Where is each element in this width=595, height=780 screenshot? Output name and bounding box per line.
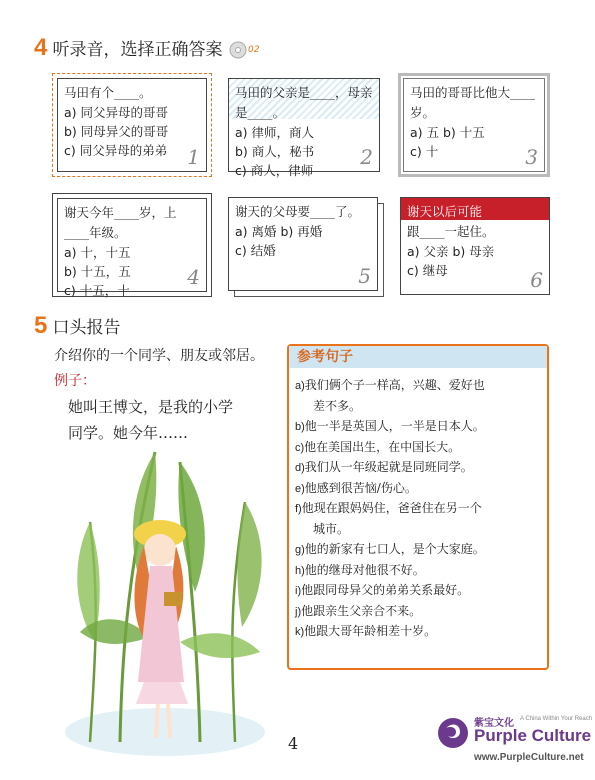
purple-culture-logo-icon [436,716,470,750]
reference-item [289,540,547,561]
question-1-option-c: c) 同父异母的弟弟 [64,143,168,158]
reference-item-text: 城市。 [313,521,350,536]
question-5-option-ab: a) 离婚 b) 再婚 [235,224,323,239]
question-2-box [228,78,380,178]
question-5-stem: 谢天的父母要____了。 [235,204,361,219]
question-2-number: 2 [360,145,373,169]
question-5-option-c: c) 结婚 [235,243,276,258]
reference-item-text: 我们从一年级起就是同班同学。 [304,460,473,474]
reference-item-text: 差不多。 [313,398,362,413]
reference-item-key: i) [295,585,302,597]
example-text-line-1: 她叫王博文，是我的小学 [68,398,234,416]
reference-item [289,499,547,520]
question-3-option-ab: a) 五 b) 十五 [410,125,485,140]
reference-item-key: c) [295,441,305,454]
example-label: 例子： [54,373,96,389]
question-1-box [57,78,207,172]
question-6-box [400,197,550,295]
section-4-number: 4 [34,34,48,61]
question-3-stem: 马田的哥哥比他大____岁。 [410,85,536,120]
question-5-number: 5 [358,264,371,288]
question-4-box [57,198,207,298]
reference-item-text: 他的继母对他很不好。 [304,562,425,577]
reference-item [289,561,547,582]
question-2-option-a: a) 律师，商人 [235,125,315,140]
reference-item-key: k) [295,626,305,638]
reference-item-text: 他跟同母异父的弟弟关系最好。 [301,583,470,597]
question-2-stem: 马田的父亲是____，母亲是____。 [235,85,373,120]
watermark-brand-en: Purple Culture [474,726,592,745]
question-2-option-b: b) 商人，秘书 [235,144,315,159]
reference-item [289,622,547,643]
reference-item-key: d) [295,462,305,474]
reference-item-text: 他一半是英国人，一半是日本人。 [304,419,485,433]
reference-item-key: j) [295,605,302,618]
question-4-option-a: a) 十，十五 [64,245,131,260]
question-1-number: 1 [187,145,200,169]
reference-item-key: a) [295,380,305,392]
watermark-url: www.PurpleCulture.net [474,752,584,763]
section-5-title: 口头报告 [52,318,121,338]
question-4-option-c: c) 十五，十 [64,283,130,298]
reference-sentences-box [287,344,549,670]
question-1-option-b: b) 同母异父的哥哥 [64,124,169,139]
girl-illustration-icon [60,442,280,762]
reference-item-key: e) [295,482,305,495]
reference-item-text: 他的新家有七口人，是个大家庭。 [304,542,485,556]
reference-item [289,520,547,541]
question-6-option-c: c) 继母 [407,263,448,278]
section-4-title: 听录音，选择正确答案 [52,40,223,60]
reference-item [289,397,547,418]
question-1-stem: 马田有个____。 [64,85,152,100]
reference-item [289,458,547,479]
reference-item-text: 他在美国出生，在中国长大。 [304,439,461,454]
question-6-option-ab: a) 父亲 b) 母亲 [407,244,495,259]
section-5-instruction: 介绍你的一个同学、朋友或邻居。 [54,348,264,364]
page-number: 4 [288,734,299,753]
section-5-number: 5 [34,312,48,339]
illustration-girl-leaves [60,442,280,762]
reference-item-key: h) [295,564,305,577]
reference-list [289,368,547,643]
example-text-line-2: 同学。她今年…… [68,424,189,442]
reference-item [289,479,547,500]
watermark-brand-cn: 紫宝文化 [474,718,514,729]
question-3-box [403,78,545,172]
question-6-stem [401,198,549,242]
question-3-number: 3 [525,145,538,169]
question-6-stem-text: 谢天以后可能 跟____一起住。 [407,204,495,239]
reference-item-text: 他感到很苦恼/伤心。 [304,480,417,495]
reference-item [289,376,547,397]
audio-cd-icon[interactable] [228,40,262,60]
audio-track-number: 02 [248,45,260,55]
question-1-option-a: a) 同父异母的哥哥 [64,105,169,120]
reference-item-text: 他现在跟妈妈住，爸爸住在另一个 [301,501,482,515]
watermark-tagline: A China Within Your Reach [520,716,593,722]
question-4-stem: 谢天今年____岁，上____年级。 [64,205,177,240]
reference-item-text: 我们俩个子一样高，兴趣、爱好也 [304,378,485,392]
purple-culture-watermark [436,712,593,774]
reference-item [289,581,547,602]
reference-item-text: 他跟亲生父亲合不来。 [301,603,422,618]
question-6-number: 6 [530,268,543,292]
question-3-option-c: c) 十 [410,144,439,159]
reference-item-key: f) [295,503,302,515]
question-4-option-b: b) 十五，五 [64,264,131,279]
reference-item [289,438,547,459]
reference-heading: 参考句子 [289,346,547,368]
reference-item [289,417,547,438]
question-5-box [228,197,378,291]
reference-item [289,602,547,623]
question-2-option-c: c) 商人，律师 [235,163,314,178]
reference-item-key: b) [295,421,305,433]
question-4-number: 4 [187,265,200,289]
section-4-heading [34,34,222,62]
reference-item-text: 他跟大哥年龄相差十岁。 [304,624,437,638]
reference-item-key: g) [295,544,305,556]
section-5-heading [34,312,120,340]
